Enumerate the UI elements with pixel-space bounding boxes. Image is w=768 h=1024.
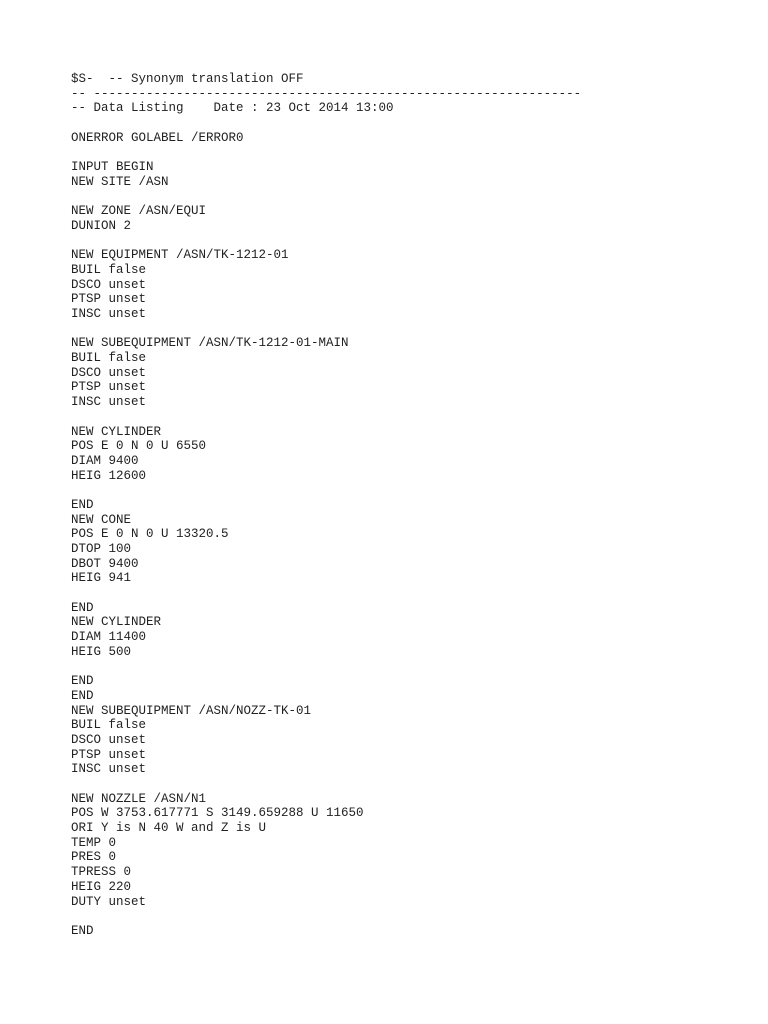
listing-line: BUIL false bbox=[71, 351, 147, 366]
listing-line: NEW SITE /ASN bbox=[71, 174, 169, 189]
blank-line bbox=[71, 660, 751, 675]
listing-line: HEIG 220 bbox=[71, 879, 132, 894]
listing-line: ORI Y is N 40 W and Z is U bbox=[71, 821, 267, 836]
listing-line: END bbox=[71, 923, 94, 938]
listing-line: BUIL false bbox=[71, 262, 147, 277]
listing-line: $S- -- Synonym translation OFF bbox=[71, 72, 304, 86]
listing-line: DUNION 2 bbox=[71, 218, 132, 233]
listing-line: END bbox=[71, 688, 94, 703]
listing-line: NEW CONE bbox=[71, 512, 132, 527]
listing-line: END bbox=[71, 497, 94, 512]
listing-line: END bbox=[71, 600, 94, 615]
listing-line: HEIG 500 bbox=[71, 644, 132, 659]
blank-line bbox=[71, 410, 751, 425]
listing-line: END bbox=[71, 674, 94, 689]
listing-line: DUTY unset bbox=[71, 894, 147, 909]
listing-line: NEW SUBEQUIPMENT /ASN/NOZZ-TK-01 bbox=[71, 703, 312, 718]
document-page bbox=[71, 72, 751, 939]
listing-line: NEW CYLINDER bbox=[71, 424, 162, 439]
listing-line: NEW EQUIPMENT /ASN/TK-1212-01 bbox=[71, 248, 289, 263]
blank-line bbox=[71, 145, 751, 160]
listing-line: DIAM 9400 bbox=[71, 453, 139, 468]
data-listing bbox=[71, 72, 751, 939]
listing-line: INPUT BEGIN bbox=[71, 160, 154, 175]
listing-line: PTSP unset bbox=[71, 747, 147, 762]
blank-line bbox=[71, 234, 751, 249]
listing-line: DIAM 11400 bbox=[71, 630, 147, 645]
blank-line bbox=[71, 116, 751, 131]
blank-line bbox=[71, 322, 751, 337]
listing-line: -- Data Listing Date : 23 Oct 2014 13:00 bbox=[71, 101, 394, 116]
listing-line: INSC unset bbox=[71, 307, 147, 321]
listing-line: DSCO unset bbox=[71, 365, 147, 380]
listing-line: TPRESS 0 bbox=[71, 865, 132, 880]
blank-line bbox=[71, 483, 751, 498]
listing-line: NEW ZONE /ASN/EQUI bbox=[71, 204, 207, 219]
blank-line bbox=[71, 190, 751, 205]
listing-line: POS E 0 N 0 U 13320.5 bbox=[71, 527, 229, 542]
listing-line: BUIL false bbox=[71, 718, 147, 733]
listing-line: HEIG 12600 bbox=[71, 468, 147, 483]
listing-line: PRES 0 bbox=[71, 850, 117, 865]
listing-line: ONERROR GOLABEL /ERROR0 bbox=[71, 130, 244, 145]
listing-line: PTSP unset bbox=[71, 292, 147, 307]
listing-line: DBOT 9400 bbox=[71, 556, 139, 571]
listing-line: NEW CYLINDER bbox=[71, 615, 162, 630]
listing-line: TEMP 0 bbox=[71, 835, 117, 850]
blank-line bbox=[71, 777, 751, 792]
blank-line bbox=[71, 586, 751, 601]
blank-line bbox=[71, 909, 751, 924]
listing-line: HEIG 941 bbox=[71, 571, 132, 586]
listing-line: NEW NOZZLE /ASN/N1 bbox=[71, 791, 207, 806]
listing-line: PTSP unset bbox=[71, 380, 147, 395]
listing-line: DTOP 100 bbox=[71, 542, 132, 556]
listing-line: POS W 3753.617771 S 3149.659288 U 11650 bbox=[71, 806, 364, 821]
listing-line: INSC unset bbox=[71, 762, 147, 777]
listing-line: DSCO unset bbox=[71, 277, 147, 292]
listing-line: POS E 0 N 0 U 6550 bbox=[71, 439, 207, 454]
listing-line: NEW SUBEQUIPMENT /ASN/TK-1212-01-MAIN bbox=[71, 336, 349, 351]
listing-line: DSCO unset bbox=[71, 732, 147, 747]
listing-line: INSC unset bbox=[71, 395, 147, 410]
listing-line: -- ----------------------------------------------------------------- bbox=[71, 86, 582, 101]
